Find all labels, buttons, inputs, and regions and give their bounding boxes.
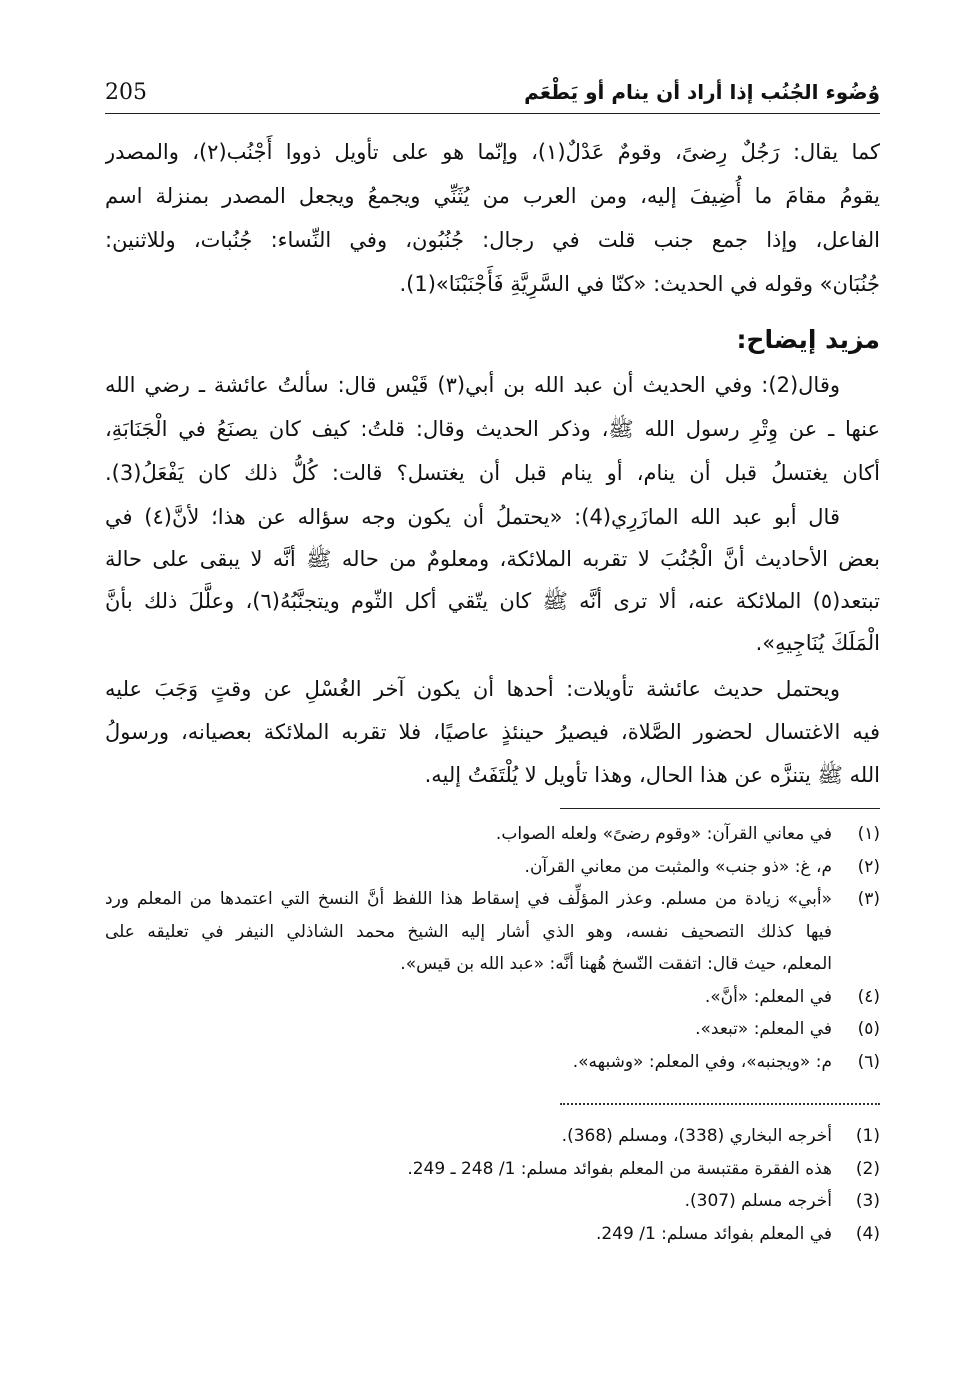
footnote — [105, 1046, 880, 1079]
footnote — [105, 1013, 880, 1046]
page-number: 205 — [105, 79, 147, 105]
footnote-text: في المعلم: «أنَّ». — [704, 986, 832, 1007]
footnote-text: في معاني القرآن: «وقوم رضىً» ولعله الصواب. — [495, 824, 832, 844]
paragraph-4 — [105, 668, 880, 797]
body-line: الفاعل، وإذا جمع جنب قلت في رجال: جُنُبُون، وفي النِّساء: جُنُبات، وللاثنين: — [105, 228, 880, 252]
footnote-number: (٤) — [857, 986, 880, 1007]
body-line: بعض الأحاديث أنَّ الْجُنُبَ لا تقربه الملائكة، ومعلومٌ من حاله ﷺ أنَّه لا يبقى على حالة — [105, 547, 880, 571]
footnote — [105, 883, 880, 981]
footnote-text: فيها كذلك التصحيف نفسه، وهو الذي أشار إليه الشيخ محمد الشاذلي النيفر في تعليقه على — [105, 921, 832, 942]
footnote — [105, 1218, 880, 1251]
paragraph-3 — [105, 496, 880, 664]
footnote-number: (3) — [855, 1191, 880, 1211]
footnote-text: م: «ويجنبه»، وفي المعلم: «وشبهه». — [572, 1051, 832, 1072]
footnote-text: المعلم، حيث قال: اتفقت النّسخ هُهنا أنَّه: «عبد الله بن قيس». — [400, 954, 832, 974]
footnote — [105, 1185, 880, 1218]
footnote-number: (4) — [855, 1223, 880, 1244]
editor-footnotes — [105, 818, 880, 1078]
footnote — [105, 818, 880, 851]
body-line: الله ﷺ يتنزَّه عن هذا الحال، وهذا تأويل لا يُلْتَفَتُ إليه. — [424, 763, 880, 787]
body-line: قال أبو عبد الله المازَرِي(4): «يحتملُ أن يكون وجه سؤاله عن هذا؛ لأنَّ(٤) في — [105, 505, 840, 529]
footnote-number: (٦) — [857, 1051, 880, 1072]
body-line: الْمَلَكَ يُنَاجِيهِ». — [755, 631, 880, 655]
footnote-text: أخرجه البخاري (338)، ومسلم (368). — [561, 1126, 832, 1146]
footnote-text: في المعلم: «تبعد». — [695, 1019, 832, 1039]
footnote-number: (١) — [857, 824, 880, 844]
paragraph-2 — [105, 363, 880, 495]
body-line: جُنُبَان» وقوله في الحديث: «كنّا في السَّرِيَّةِ فَأَجْنَبْنَا»(1). — [399, 272, 880, 296]
body-line: أكان يغتسلُ قبل أن ينام، أو ينام قبل أن يغتسل؟ قالت: كُلُّ ذلك كان يَفْعَلُ(3). — [105, 461, 880, 485]
body-line: وقال(2): وفي الحديث أن عبد الله بن أبي(٣) قَيْس قال: سألتُ عائشة ـ رضي الله — [105, 373, 840, 397]
footnote-separator — [560, 808, 880, 809]
running-title: وُضُوء الجُنُب إذا أراد أن ينام أو يَطْعَم — [524, 80, 880, 104]
footnote-number: (٥) — [857, 1019, 880, 1039]
body-line: فيه الاغتسال لحضور الصَّلاة، فيصيرُ حينئذٍ عاصيًا، فلا تقربه الملائكة بعصيانه، ورسولُ — [105, 720, 880, 744]
footnote-text: أخرجه مسلم (307). — [684, 1191, 832, 1211]
body-line: عنها ـ عن وِتْرِ رسول الله ﷺ، وذكر الحديث وقال: قلتُ: كيف كان يصنَعُ في الْجَنَابَةِ، — [105, 417, 880, 441]
footnote — [105, 1153, 880, 1186]
footnote-number: (1) — [855, 1126, 880, 1146]
page-header — [105, 74, 880, 110]
footnote-text: «أبي» زيادة من مسلم. وعذر المؤلِّف في إسقاط هذا اللفظ أنَّ النسخ التي اعتمدها من المعلم ورد — [105, 889, 832, 909]
paragraph-1 — [105, 130, 880, 306]
footnote-number: (٢) — [857, 856, 880, 877]
footnote-text: هذه الفقرة مقتبسة من المعلم بفوائد مسلم: 1/ 248 ـ 249. — [407, 1158, 832, 1179]
body-line: تبتعد(٥) الملائكة عنه، ألا ترى أنَّه ﷺ كان يتّقي أكل الثّوم ويتجنَّبُهُ(٦)، وعلَّلَ ذلك بأنَّ — [105, 589, 880, 613]
header-rule — [105, 113, 880, 114]
footnote — [105, 981, 880, 1014]
author-footnotes — [105, 1120, 880, 1250]
body-line: يقومُ مقامَ ما أُضِيفَ إليه، ومن العرب من يُثَنِّي ويجمعُ ويجعل المصدر بمنزلة اسم — [105, 184, 880, 208]
footnote — [105, 851, 880, 884]
footnote-number: (٣) — [857, 889, 880, 909]
footnote-text: في المعلم بفوائد مسلم: 1/ 249. — [595, 1223, 832, 1244]
footnote-text: م، غ: «ذو جنب» والمثبت من معاني القرآن. — [524, 856, 832, 877]
footnote-number: (2) — [855, 1158, 880, 1179]
body-line: ويحتمل حديث عائشة تأويلات: أحدها أن يكون آخر الغُسْلِ عن وقتٍ وَجَبَ عليه — [105, 677, 840, 701]
dotted-separator — [560, 1103, 880, 1105]
body-line: كما يقال: رَجُلٌ رِضىً، وقومٌ عَدْلٌ(١)، وإنّما هو على تأويل ذووا أَجْنُب(٢)، والمصدر — [105, 140, 880, 164]
footnote — [105, 1120, 880, 1153]
section-heading: مزيد إيضاح: — [736, 325, 880, 354]
